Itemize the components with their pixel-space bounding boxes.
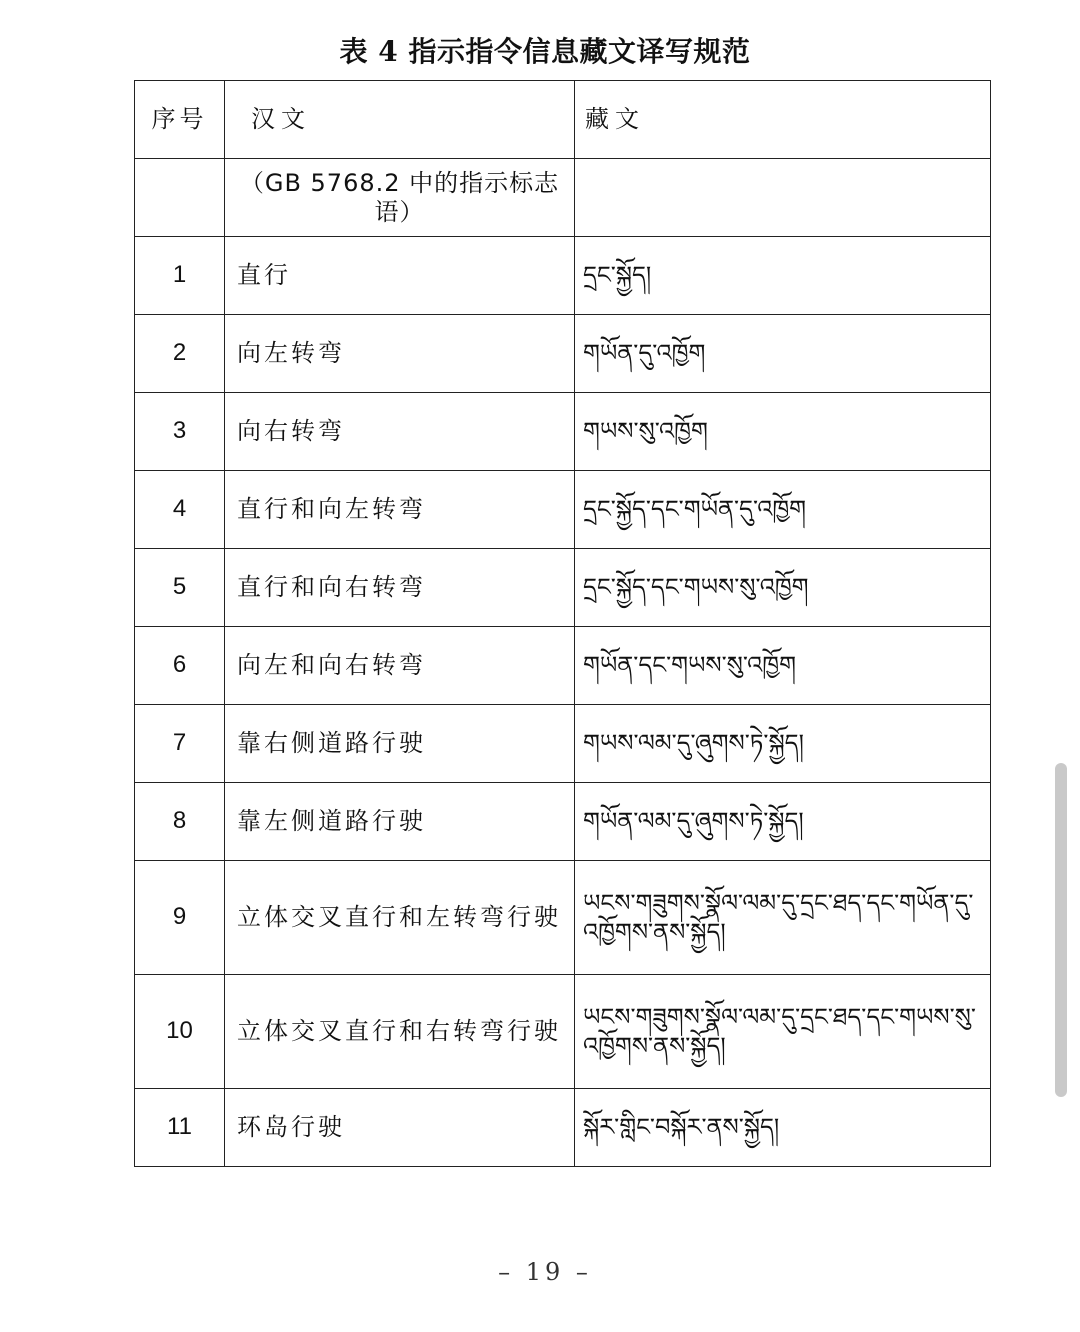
row-chinese: 直行 — [225, 237, 575, 315]
row-tibetan: གཡས་སུ་འཁྱོག — [575, 393, 991, 471]
row-chinese: 靠左侧道路行驶 — [225, 783, 575, 861]
table-row — [135, 861, 991, 975]
row-chinese: 环岛行驶 — [225, 1089, 575, 1167]
row-tibetan: དྲང་སྐྱོད་དང་གཡས་སུ་འཁྱོག — [575, 549, 991, 627]
row-number: 4 — [135, 471, 225, 549]
row-chinese: 向右转弯 — [225, 393, 575, 471]
header-tibetan: 藏文 — [575, 81, 991, 159]
row-chinese: 靠右侧道路行驶 — [225, 705, 575, 783]
row-number: 9 — [135, 861, 225, 975]
note-text: （GB 5768.2 中的指示标志语） — [225, 159, 575, 237]
row-number: 2 — [135, 315, 225, 393]
row-tibetan: གཡོན་དུ་འཁྱོག — [575, 315, 991, 393]
row-tibetan: གཡོན་དང་གཡས་སུ་འཁྱོག — [575, 627, 991, 705]
row-chinese: 向左和向右转弯 — [225, 627, 575, 705]
row-chinese: 直行和向右转弯 — [225, 549, 575, 627]
table-row — [135, 315, 991, 393]
table-row — [135, 237, 991, 315]
table-row — [135, 1089, 991, 1167]
row-number: 6 — [135, 627, 225, 705]
note-tibetan-empty — [575, 159, 991, 237]
header-row — [135, 81, 991, 159]
table-row — [135, 393, 991, 471]
row-number: 3 — [135, 393, 225, 471]
table-row — [135, 975, 991, 1089]
row-tibetan: གཡོན་ལམ་དུ་ཞུགས་ཏེ་སྐྱོད། — [575, 783, 991, 861]
row-tibetan: གཡས་ལམ་དུ་ཞུགས་ཏེ་སྐྱོད། — [575, 705, 991, 783]
table-row — [135, 627, 991, 705]
row-number: 11 — [135, 1089, 225, 1167]
row-number: 1 — [135, 237, 225, 315]
row-chinese: 直行和向左转弯 — [225, 471, 575, 549]
note-row — [135, 159, 991, 237]
table-title: 表 4 指示指令信息藏文译写规范 — [339, 35, 751, 68]
row-number: 7 — [135, 705, 225, 783]
table-row — [135, 471, 991, 549]
row-tibetan: ཡངས་གཟུགས་སྣོལ་ལམ་དུ་དྲང་ཐད་དང་གཡས་སུ་འཁྱོགས་ནས་སྐྱོད། — [575, 975, 991, 1089]
row-tibetan: དྲང་སྐྱོད། — [575, 237, 991, 315]
table-row — [135, 783, 991, 861]
row-chinese: 向左转弯 — [225, 315, 575, 393]
note-seq-empty — [135, 159, 225, 237]
row-number: 5 — [135, 549, 225, 627]
row-tibetan: སྐོར་གླིང་བསྐོར་ནས་སྐྱོད། — [575, 1089, 991, 1167]
table-row — [135, 549, 991, 627]
row-number: 10 — [135, 975, 225, 1089]
row-tibetan: དྲང་སྐྱོད་དང་གཡོན་དུ་འཁྱོག — [575, 471, 991, 549]
row-chinese: 立体交叉直行和右转弯行驶 — [225, 975, 575, 1089]
vertical-scrollbar[interactable] — [1055, 763, 1067, 1097]
row-number: 8 — [135, 783, 225, 861]
row-chinese: 立体交叉直行和左转弯行驶 — [225, 861, 575, 975]
header-seq: 序号 — [135, 81, 225, 159]
table-row — [135, 705, 991, 783]
page-number: – 19 – — [498, 1258, 592, 1286]
header-chinese: 汉文 — [225, 81, 575, 159]
row-tibetan: ཡངས་གཟུགས་སྣོལ་ལམ་དུ་དྲང་ཐད་དང་གཡོན་དུ་འཁྱོགས་ནས་སྐྱོད། — [575, 861, 991, 975]
tibetan-translation-table — [134, 80, 991, 1167]
